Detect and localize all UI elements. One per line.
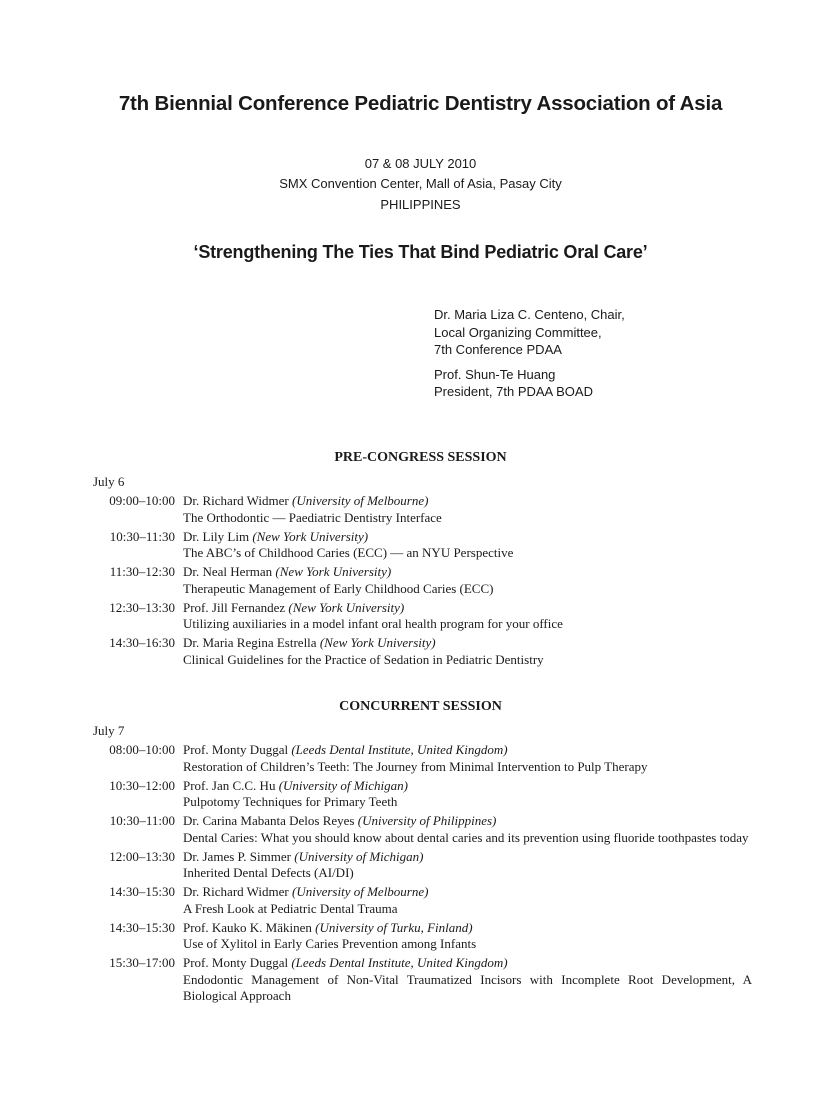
session-topic: The Orthodontic — Paediatric Dentistry Interface [183, 509, 442, 525]
session-affiliation: (Leeds Dental Institute, United Kingdom) [291, 742, 508, 757]
session-affiliation: (University of Michigan) [294, 848, 424, 864]
conference-venue: SMX Convention Center, Mall of Asia, Pasay City [279, 176, 562, 191]
conference-theme: ‘Strengthening The Ties That Bind Pediatric Oral Care’ [193, 242, 648, 262]
session-time: 14:30–15:30 [109, 919, 175, 935]
concurrent-session-list [93, 742, 752, 1007]
session-speaker-line [183, 955, 752, 972]
session-row [93, 493, 752, 526]
session-details [183, 635, 752, 668]
session-row [93, 920, 752, 953]
session-row [93, 884, 752, 917]
session-topic: Restoration of Children’s Teeth: The Journey from Minimal Intervention to Pulp Therapy [183, 758, 648, 774]
session-row [93, 635, 752, 668]
conference-dates: 07 & 08 JULY 2010 [364, 156, 477, 171]
session-topic: Clinical Guidelines for the Practice of Sedation in Pediatric Dentistry [183, 651, 544, 667]
signer-line: Local Organizing Committee, [434, 324, 602, 340]
session-affiliation: (University of Melbourne) [292, 493, 429, 508]
session-topic: A Fresh Look at Pediatric Dental Trauma [183, 900, 398, 916]
session-row [93, 955, 752, 1005]
session-speaker-line [183, 884, 752, 901]
session-time: 14:30–15:30 [109, 884, 175, 899]
session-details [183, 955, 752, 1005]
session-affiliation: (University of Turku, Finland) [315, 919, 473, 935]
session-speaker: Dr. Richard Widmer [183, 493, 289, 508]
concurrent-heading: CONCURRENT SESSION [339, 699, 502, 714]
session-time: 09:00–10:00 [109, 493, 175, 508]
session-speaker-line [183, 813, 752, 830]
session-speaker: Dr. Richard Widmer [183, 884, 289, 899]
session-speaker: Dr. Neal Herman [183, 564, 273, 579]
session-row [93, 529, 752, 562]
session-details [183, 742, 752, 775]
signer-president [434, 366, 625, 401]
session-row [93, 813, 752, 846]
session-speaker: Dr. Lily Lim [183, 528, 250, 544]
signer-line: Dr. Maria Liza C. Centeno, Chair, [434, 307, 625, 322]
session-affiliation: (University of Melbourne) [292, 884, 429, 899]
session-details [183, 813, 752, 846]
session-speaker: Dr. Maria Regina Estrella [183, 635, 317, 650]
pre-congress-day: July 6 [93, 474, 125, 489]
session-affiliation: (New York University) [275, 564, 392, 579]
session-affiliation: (New York University) [252, 528, 369, 544]
concurrent-day: July 7 [93, 723, 125, 738]
session-speaker-line [183, 635, 752, 652]
session-speaker: Dr. James P. Simmer [183, 848, 291, 864]
conference-country: PHILIPPINES [380, 197, 461, 212]
session-speaker: Prof. Jill Fernandez [183, 599, 286, 615]
session-affiliation: (New York University) [319, 635, 436, 650]
session-speaker: Prof. Jan C.C. Hu [183, 777, 276, 793]
session-time: 10:30–12:00 [109, 777, 175, 793]
signer-chair [434, 306, 625, 359]
session-details [183, 849, 752, 882]
session-affiliation: (University of Michigan) [278, 777, 408, 793]
session-time: 10:30–11:30 [109, 528, 175, 544]
signers-block [434, 306, 625, 401]
pre-congress-heading: PRE-CONGRESS SESSION [334, 450, 507, 465]
session-affiliation: (University of Philippines) [357, 813, 497, 828]
session-speaker: Prof. Kauko K. Mäkinen [183, 919, 312, 935]
session-affiliation: (Leeds Dental Institute, United Kingdom) [291, 955, 508, 970]
session-details [183, 493, 752, 526]
session-time: 14:30–16:30 [109, 635, 175, 650]
session-topic: Pulpotomy Techniques for Primary Teeth [183, 794, 398, 809]
session-row [93, 600, 752, 633]
session-details [183, 600, 752, 633]
session-speaker-line [183, 849, 752, 866]
session-speaker: Prof. Monty Duggal [183, 955, 289, 970]
session-details [183, 920, 752, 953]
session-speaker-line [183, 920, 752, 937]
session-speaker-line [183, 564, 752, 581]
session-speaker-line [183, 600, 752, 617]
session-speaker-line [183, 493, 752, 510]
signer-line: 7th Conference PDAA [434, 342, 562, 357]
pre-congress-session-list [93, 493, 752, 671]
session-time: 15:30–17:00 [109, 955, 175, 970]
session-affiliation: (New York University) [288, 599, 405, 615]
session-row [93, 742, 752, 775]
session-details [183, 884, 752, 917]
session-details [183, 529, 752, 562]
signer-line: President, 7th PDAA BOAD [434, 384, 593, 399]
session-row [93, 849, 752, 882]
signer-line: Prof. Shun-Te Huang [434, 366, 556, 382]
session-topic: Inherited Dental Defects (AI/DI) [183, 865, 354, 880]
session-topic: Use of Xylitol in Early Caries Prevention among Infants [183, 936, 477, 951]
session-speaker-line [183, 742, 752, 759]
session-time: 12:30–13:30 [109, 599, 175, 615]
session-time: 12:00–13:30 [109, 848, 175, 864]
session-time: 11:30–12:30 [109, 564, 175, 579]
conference-title: 7th Biennial Conference Pediatric Dentistry Association of Asia [118, 92, 723, 115]
session-topic: Utilizing auxiliaries in a model infant oral health program for your office [183, 616, 563, 631]
session-details [183, 778, 752, 811]
session-topic: Endodontic Management of Non-Vital Traumatized Incisors with Incomplete Root Development, A Biological Approach [183, 971, 752, 1003]
session-time: 08:00–10:00 [109, 742, 175, 757]
session-time: 10:30–11:00 [109, 813, 175, 828]
session-topic: Therapeutic Management of Early Childhood Caries (ECC) [183, 580, 494, 596]
session-speaker-line [183, 529, 752, 546]
session-details [183, 564, 752, 597]
session-speaker: Prof. Monty Duggal [183, 742, 289, 757]
session-topic: The ABC’s of Childhood Caries (ECC) — an NYU Perspective [183, 545, 514, 560]
session-row [93, 564, 752, 597]
session-speaker-line [183, 778, 752, 795]
session-topic: Dental Caries: What you should know about dental caries and its prevention using fluoride toothpastes today [183, 829, 749, 845]
session-row [93, 778, 752, 811]
session-speaker: Dr. Carina Mabanta Delos Reyes [183, 813, 355, 828]
